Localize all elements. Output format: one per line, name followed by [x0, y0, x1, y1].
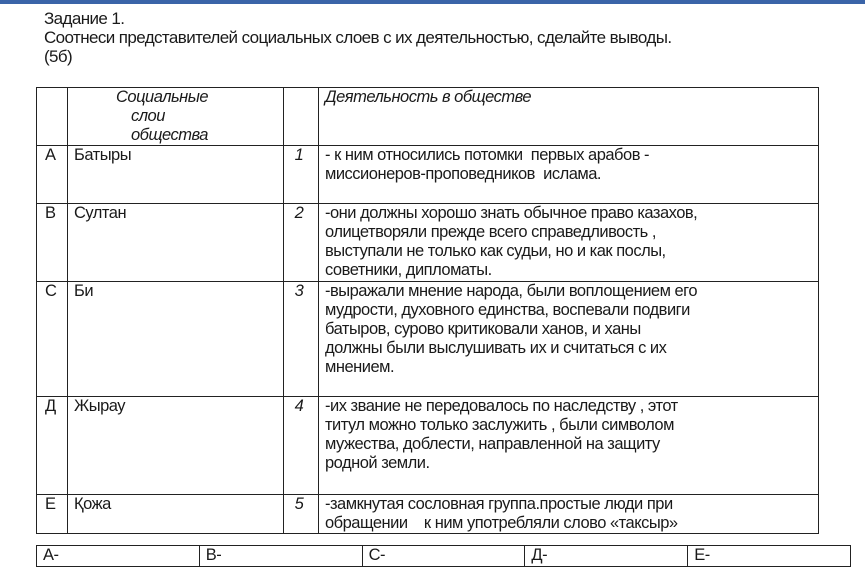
answer-cell[interactable]: В-	[199, 546, 362, 567]
activity-line: мужества, доблести, направленной на защиту	[325, 435, 660, 453]
row-layer: Қожа	[68, 495, 284, 534]
row-letter: В	[37, 204, 68, 282]
table-header-row	[37, 88, 819, 146]
task-instruction: Соотнеси представителей социальных слоев с их деятельностью, сделайте выводы.	[44, 28, 672, 47]
top-accent-bar	[0, 0, 865, 4]
activity-line: должны были выслушивать их и считаться с их	[325, 339, 667, 357]
matching-table	[36, 87, 819, 534]
table-row	[37, 204, 819, 282]
activity-line: родной земли.	[325, 454, 430, 472]
row-number: 2	[284, 204, 319, 282]
answers-row	[37, 546, 851, 567]
answer-cell[interactable]: А-	[37, 546, 200, 567]
task-title: Задание 1.	[44, 9, 125, 28]
row-letter: С	[37, 282, 68, 397]
row-number: 1	[284, 146, 319, 204]
activity-line: - к ним относились потомки первых арабов -	[325, 146, 650, 164]
table-row	[37, 495, 819, 534]
answer-cell[interactable]: С-	[362, 546, 525, 567]
row-letter: Д	[37, 397, 68, 495]
activity-line: мудрости, духовного единства, воспевали подвиги	[325, 301, 690, 319]
answer-cell[interactable]: Д-	[525, 546, 688, 567]
task-heading	[44, 9, 671, 66]
activity-line: выступали не только как судьи, но и как послы,	[325, 242, 666, 260]
task-points: (5б)	[44, 47, 73, 66]
row-activity	[319, 397, 819, 495]
row-number: 5	[284, 495, 319, 534]
row-letter: Е	[37, 495, 68, 534]
activity-line: советники, дипломаты.	[325, 261, 492, 279]
activity-line: -замкнутая сословная группа.простые люди при	[325, 495, 673, 513]
table-row	[37, 397, 819, 495]
activity-line: олицетворяли прежде всего справедливость ,	[325, 223, 656, 241]
activity-line: батыров, сурово критиковали ханов, и ханы	[325, 320, 641, 338]
row-activity	[319, 495, 819, 534]
row-layer: Батыры	[68, 146, 284, 204]
row-number: 4	[284, 397, 319, 495]
row-letter: А	[37, 146, 68, 204]
activity-line: титул можно только заслужить , были символом	[325, 416, 674, 434]
row-layer: Жырау	[68, 397, 284, 495]
row-layer: Султан	[68, 204, 284, 282]
answer-cell[interactable]: Е-	[688, 546, 851, 567]
row-layer: Би	[68, 282, 284, 397]
activity-line: обращении к ним употребляли слово «таксыр»	[325, 514, 678, 532]
activity-line: мнением.	[325, 358, 395, 376]
activity-line: -выражали мнение народа, были воплощением его	[325, 282, 698, 300]
header-activity: Деятельность в обществе	[319, 88, 819, 146]
activity-line: миссионеров-проповедников ислама.	[325, 165, 601, 183]
row-number: 3	[284, 282, 319, 397]
table-row	[37, 146, 819, 204]
row-activity	[319, 146, 819, 204]
row-activity	[319, 204, 819, 282]
table-row	[37, 282, 819, 397]
activity-line: -их звание не передовалось по наследству , этот	[325, 397, 678, 415]
activity-line: -они должны хорошо знать обычное право казахов,	[325, 204, 698, 222]
row-activity	[319, 282, 819, 397]
header-social-layers: Социальные слои общества	[68, 88, 284, 146]
answers-table	[36, 545, 851, 567]
